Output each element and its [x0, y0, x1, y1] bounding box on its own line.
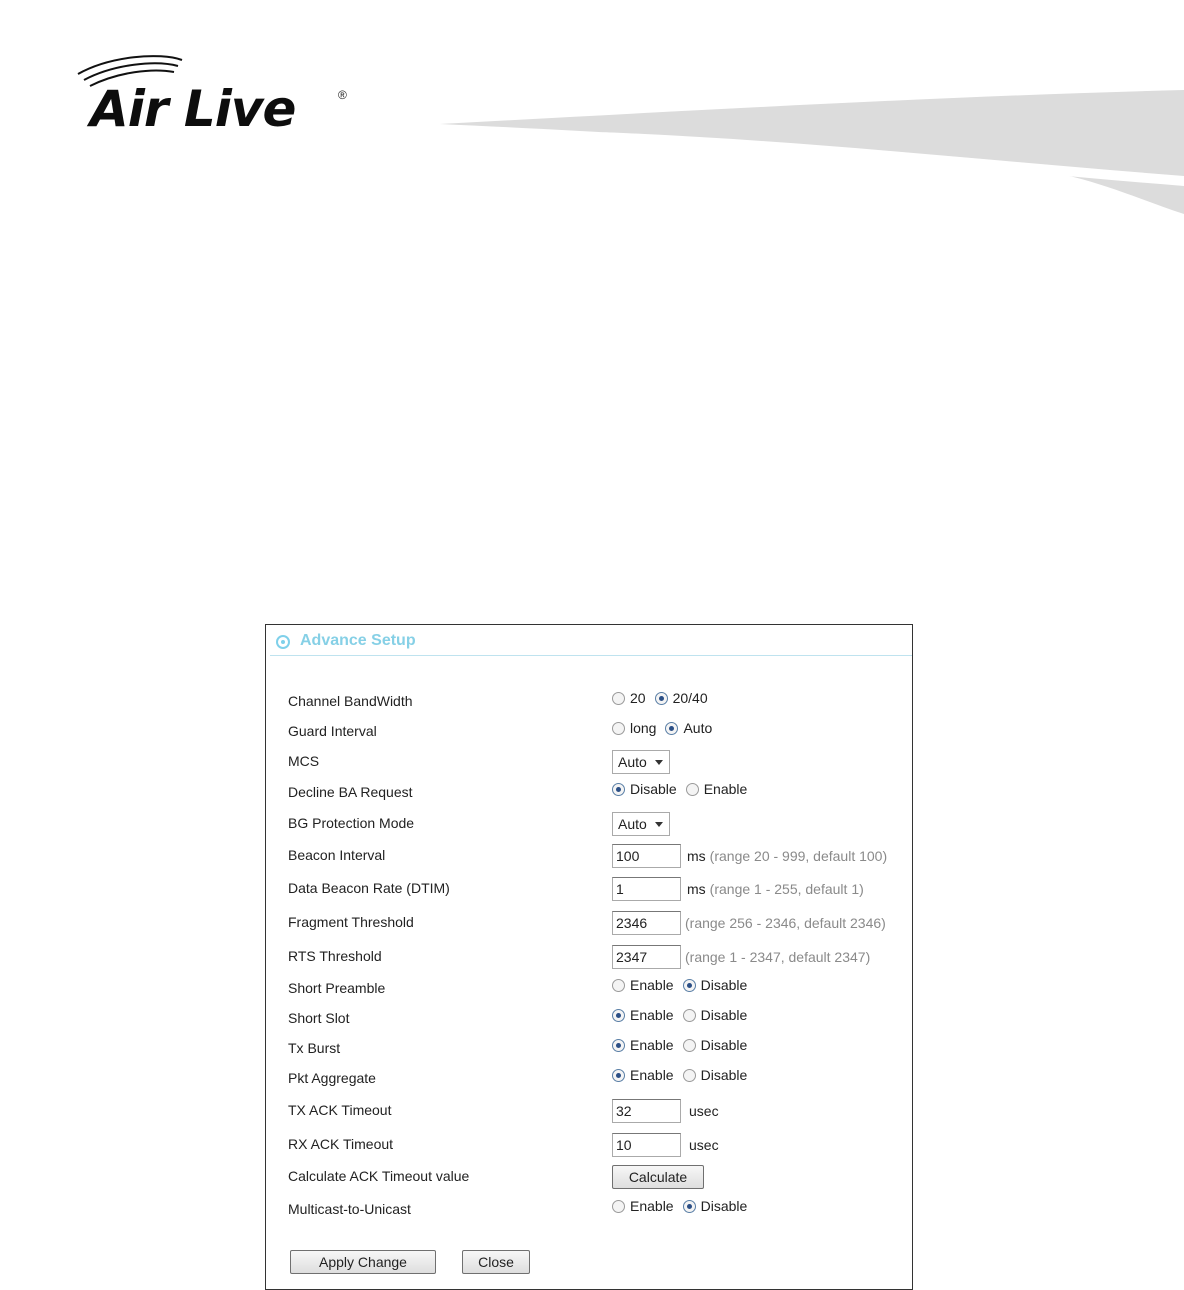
radio-decline-ba-enable[interactable]: [686, 781, 748, 797]
radio-tx-burst-enable[interactable]: [612, 1037, 674, 1053]
row-short-preamble: [288, 975, 903, 1003]
radio-icon: [612, 692, 625, 705]
radio-icon: [683, 979, 696, 992]
row-label: Pkt Aggregate: [288, 1070, 376, 1086]
radio-short-slot-disable[interactable]: [683, 1007, 748, 1023]
radio-pkt-aggregate-disable[interactable]: [683, 1067, 748, 1083]
select-value: Auto: [618, 754, 647, 770]
apply-change-button[interactable]: Apply Change: [290, 1250, 436, 1274]
unit-label: usec: [689, 1103, 719, 1119]
row-guard-interval: [288, 718, 903, 746]
chevron-down-icon: [655, 760, 663, 765]
rts-threshold-input[interactable]: 2347: [612, 945, 681, 969]
range-hint: (range 20 - 999, default 100): [709, 848, 888, 864]
row-tx-burst: [288, 1035, 903, 1063]
row-label: Tx Burst: [288, 1040, 341, 1056]
row-label: Guard Interval: [288, 723, 377, 739]
select-value: Auto: [618, 816, 647, 832]
row-multicast-to-unicast: [288, 1196, 903, 1224]
radio-multicast-disable[interactable]: [683, 1198, 748, 1214]
advance-setup-panel: [265, 624, 913, 1290]
radio-label: 20/40: [672, 690, 708, 706]
close-button[interactable]: Close: [462, 1250, 530, 1274]
radio-label: Enable: [703, 781, 748, 797]
row-channel-bandwidth: [288, 688, 903, 716]
calculate-button[interactable]: Calculate: [612, 1165, 704, 1189]
radio-icon: [686, 783, 699, 796]
registered-mark: ®: [338, 88, 347, 102]
row-label: Short Slot: [288, 1010, 350, 1026]
range-hint: (range 1 - 2347, default 2347): [685, 949, 871, 965]
row-tx-ack-timeout: [288, 1097, 903, 1125]
row-label: Short Preamble: [288, 980, 386, 996]
radio-label: 20: [630, 690, 646, 706]
row-rx-ack-timeout: [288, 1131, 903, 1159]
row-bg-protection-mode: [288, 810, 903, 838]
row-rts-threshold: [288, 943, 903, 971]
radio-icon: [612, 722, 625, 735]
row-short-slot: [288, 1005, 903, 1033]
row-label: Calculate ACK Timeout value: [288, 1168, 470, 1184]
radio-guard-long[interactable]: [612, 720, 656, 736]
row-pkt-aggregate: [288, 1065, 903, 1093]
logo-wordmark: Air Live: [90, 80, 296, 138]
row-label: RTS Threshold: [288, 948, 382, 964]
radio-label: Auto: [683, 720, 713, 736]
radio-label: Disable: [700, 977, 748, 993]
radio-label: Disable: [630, 781, 677, 797]
range-hint: (range 1 - 255, default 1): [709, 881, 864, 897]
unit-label: usec: [689, 1137, 719, 1153]
row-label: Decline BA Request: [288, 784, 413, 800]
tx-ack-timeout-input[interactable]: 32: [612, 1099, 681, 1123]
section-bullet-icon: [276, 635, 290, 649]
chevron-down-icon: [655, 822, 663, 827]
row-label: Data Beacon Rate (DTIM): [288, 880, 450, 896]
radio-icon: [612, 1039, 625, 1052]
radio-icon: [655, 692, 668, 705]
radio-icon: [612, 1200, 625, 1213]
airlive-logo: [70, 52, 360, 142]
beacon-interval-input[interactable]: 100: [612, 844, 681, 868]
row-label: TX ACK Timeout: [288, 1102, 392, 1118]
radio-icon: [612, 979, 625, 992]
radio-label: Enable: [630, 1067, 674, 1083]
row-beacon-interval: [288, 842, 903, 870]
panel-header: [270, 629, 912, 656]
radio-label: Disable: [700, 1037, 748, 1053]
radio-label: Enable: [630, 1007, 674, 1023]
radio-label: long: [630, 720, 657, 736]
radio-multicast-enable[interactable]: [612, 1198, 674, 1214]
row-mcs: [288, 748, 903, 776]
radio-short-slot-enable[interactable]: [612, 1007, 674, 1023]
row-label: Beacon Interval: [288, 847, 386, 863]
row-decline-ba-request: [288, 779, 903, 807]
unit-label: ms: [687, 848, 706, 864]
radio-label: Disable: [700, 1067, 748, 1083]
radio-icon: [683, 1039, 696, 1052]
radio-pkt-aggregate-enable[interactable]: [612, 1067, 674, 1083]
radio-label: Disable: [700, 1007, 748, 1023]
radio-tx-burst-disable[interactable]: [683, 1037, 748, 1053]
row-label: Fragment Threshold: [288, 914, 414, 930]
mcs-select[interactable]: [612, 750, 670, 774]
radio-bandwidth-20-40[interactable]: [655, 690, 708, 706]
fragment-threshold-input[interactable]: 2346: [612, 911, 681, 935]
radio-label: Disable: [700, 1198, 748, 1214]
radio-label: Enable: [630, 977, 674, 993]
radio-icon: [612, 783, 625, 796]
radio-label: Enable: [630, 1198, 674, 1214]
rx-ack-timeout-input[interactable]: 10: [612, 1133, 681, 1157]
radio-decline-ba-disable[interactable]: [612, 781, 677, 797]
row-data-beacon-rate: [288, 875, 903, 903]
radio-icon: [683, 1069, 696, 1082]
row-fragment-threshold: [288, 909, 903, 937]
row-label: Channel BandWidth: [288, 693, 413, 709]
row-label: MCS: [288, 753, 320, 769]
radio-label: Enable: [630, 1037, 674, 1053]
unit-label: ms: [687, 881, 706, 897]
row-label: Multicast-to-Unicast: [288, 1201, 411, 1217]
bg-protection-select[interactable]: [612, 812, 670, 836]
row-calculate-ack-timeout: [288, 1163, 903, 1191]
radio-icon: [612, 1069, 625, 1082]
range-hint: (range 256 - 2346, default 2346): [685, 915, 886, 931]
radio-icon: [683, 1200, 696, 1213]
radio-icon: [612, 1009, 625, 1022]
radio-bandwidth-20[interactable]: [612, 690, 646, 706]
panel-title: Advance Setup: [300, 632, 416, 649]
radio-icon: [683, 1009, 696, 1022]
radio-icon: [665, 722, 678, 735]
row-label: RX ACK Timeout: [288, 1136, 394, 1152]
row-label: BG Protection Mode: [288, 815, 415, 831]
radio-short-preamble-disable[interactable]: [683, 977, 748, 993]
radio-guard-auto[interactable]: [665, 720, 712, 736]
radio-short-preamble-enable[interactable]: [612, 977, 674, 993]
dtim-input[interactable]: 1: [612, 877, 681, 901]
